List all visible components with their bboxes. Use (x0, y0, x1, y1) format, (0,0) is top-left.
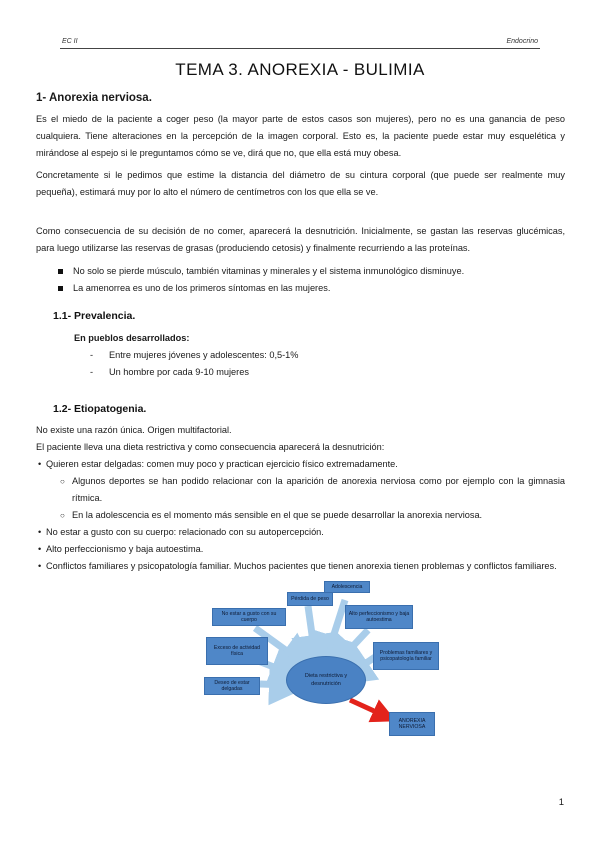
list-item: • No estar a gusto con su cuerpo: relacionado con su autopercepción. (36, 524, 565, 541)
section-1-1-heading: 1.1- Prevalencia. (53, 310, 136, 322)
square-bullet-icon (58, 286, 63, 291)
arrow (350, 700, 385, 716)
paragraph-3: Como consecuencia de su decisión de no comer, aparecerá la desnutrición. Inicialmente, se gastan las reservas glucémicas, para luego utilizarse las reservas de grasas (produciendo cetosis) y finalmente recurriendo a las proteínas. (36, 226, 565, 253)
list-item: • Conflictos familiares y psicopatología familiar. Muchos pacientes que tienen anorexia tienen problemas y conflictos familiares. (36, 558, 565, 575)
bullet-dot-icon: • (38, 459, 42, 469)
list-item: ○ Algunos deportes se han podido relacionar con la aparición de anorexia nerviosa como por ejemplo con la gimnasia rítmica. (60, 473, 565, 507)
etiopathogenesis-diagram (190, 578, 450, 768)
list-item: La amenorrea es uno de los primeros síntomas en las mujeres. (58, 280, 558, 297)
factor-box: Adolescencia (324, 581, 370, 593)
factor-box: No estar a gusto con su cuerpo (212, 608, 286, 626)
paragraph-2: Concretamente si le pedimos que estime la distancia del diámetro de su cintura corporal (que puede ser realmente muy pequeña), estimará muy por lo alto el número de centímetros con los que ella se ve. (36, 170, 565, 197)
factor-box: Deseo de estar delgadas (204, 677, 260, 695)
header-left: EC II (62, 38, 78, 45)
square-bullet-icon (58, 269, 63, 274)
section-1-2-heading: 1.2- Etiopatogenia. (53, 403, 147, 415)
bullet-dot-icon: • (38, 527, 42, 537)
factor-box: Problemas familiares y psicopatología familiar (373, 642, 439, 670)
header-rule (60, 48, 540, 49)
dash-bullet-icon: - (90, 367, 94, 377)
bullet-dot-icon: • (38, 544, 42, 554)
list-item: - Un hombre por cada 9-10 mujeres (90, 364, 298, 381)
arrow (308, 606, 315, 656)
text-line: No existe una razón única. Origen multifactorial. (36, 425, 232, 435)
list-item: ○ En la adolescencia es el momento más sensible en el que se puede desarrollar la anorexia nerviosa. (60, 507, 565, 524)
bullet-dot-icon: • (38, 561, 42, 571)
result-box: ANOREXIA NERVIOSA (389, 712, 435, 736)
list-item: • Alto perfeccionismo y baja autoestima. (36, 541, 565, 558)
paragraph-1: Es el miedo de la paciente a coger peso (la mayor parte de estos casos son mujeres), pero no es una ganancia de peso cualquiera. Tiene alteraciones en la percepción de la imagen corporal. Esto es, la paciente puede estar muy esquelética y mirándose al espejo si le preguntamos cómo se ve, dirá que no, que ella está muy obesa. (36, 114, 565, 158)
document-title: TEMA 3. ANOREXIA - BULIMIA (175, 60, 425, 79)
section-1-heading: 1- Anorexia nerviosa. (36, 92, 152, 104)
circle-bullet-icon: ○ (60, 511, 65, 520)
list-item: • Quieren estar delgadas: comen muy poco y practican ejercicio físico extremadamente. (36, 456, 565, 473)
factor-box: Alto perfeccionismo y baja autoestima (345, 605, 413, 629)
dash-list (90, 347, 298, 381)
circle-bullet-icon: ○ (60, 477, 65, 486)
dash-bullet-icon: - (90, 350, 94, 360)
factor-box: Exceso de actividad física (206, 637, 268, 665)
arrow (327, 600, 345, 656)
list-item: - Entre mujeres jóvenes y adolescentes: 0,5-1% (90, 347, 298, 364)
list-item: No solo se pierde músculo, también vitaminas y minerales y el sistema inmunológico disminuye. (58, 263, 558, 280)
prevalence-subheading: En pueblos desarrollados: (74, 333, 190, 343)
text-line: El paciente lleva una dieta restrictiva y como consecuencia aparecerá la desnutrición: (36, 442, 385, 452)
arrow (260, 684, 290, 685)
factor-box: Pérdida de peso (287, 592, 333, 606)
header-right: Endocrino (506, 38, 538, 45)
center-ellipse: Dieta restrictiva y desnutrición (286, 656, 366, 704)
page-number: 1 (558, 797, 564, 808)
square-bullet-list (58, 263, 558, 297)
